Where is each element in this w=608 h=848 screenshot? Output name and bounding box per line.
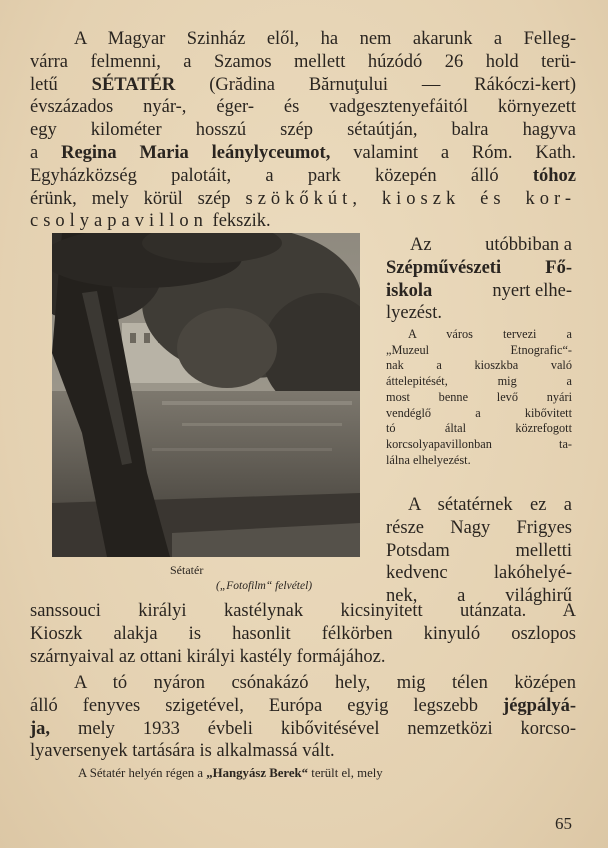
intro-paragraph: A Magyar Szinház elől, ha nem akarunk a Felleg- várra felmenni, a Szamos mellett húzódó 26 hold terü- letű SÉTATÉR (Grădina Bărnuţului — Rákóczi-kert) évszázados nyár-, éger- és vadgesztenyefáitól környezett egy kilométer hosszú szép sétaútján, balra hagyva a Regina Maria leánylyceumot, valamint a Róm. Kath. Egyházközség palotáit, a park közepén álló tóhoz érünk, mely körül szép szökőkút, kioszk és kor- csolyapavillon fekszik. [30, 29, 577, 232]
photo-credit: („Fotofilm“ felvétel) [216, 580, 313, 592]
setater-heading: SÉTATÉR [91, 74, 176, 95]
park-photo-image [52, 233, 360, 557]
history-paragraph: A Sétatér helyén régen a „Hangyász Berek“ terült el, mely [78, 766, 383, 780]
page-number: 65 [555, 814, 572, 833]
right-column-sanssouci: A sétatérnek ez a része Nagy Frigyes Potsdam melletti kedvenc lakóhelyé- nek, a világhirű [386, 495, 572, 607]
right-column-paragraph: Az utóbbiban a Szépművészeti Fő- iskola nyert elhe- lyezést. [386, 235, 572, 324]
sanssouci-paragraph: sanssouci királyi kastélynak kicsinyitett utánzata. A Kioszk alakja is hasonlit félkörben kinyuló oszlopos szárnyaival az ottani királyi kastély formájához. [30, 601, 576, 667]
lake-paragraph: A tó nyáron csónakázó hely, mig télen középen álló fenyves szigetével, Európa egyig legszebb jégpályá- ja, mely 1933 évbeli kibővitésével nemzetközi korcso- lyaversenyek tartására is alkalmassá vált. [30, 673, 576, 762]
park-photo [52, 233, 360, 557]
photo-caption: Sétatér („Fotofilm“ felvétel) [150, 562, 370, 594]
right-column-small-note: A város tervezi a „Muzeul Etnografic“- nak a kioszkba való áttelepitését, mig a most benne levő nyári vendéglő a kibővitett tó által közrefogott korcsolyapavillonban ta- lálna elhelyezést. [386, 327, 572, 467]
